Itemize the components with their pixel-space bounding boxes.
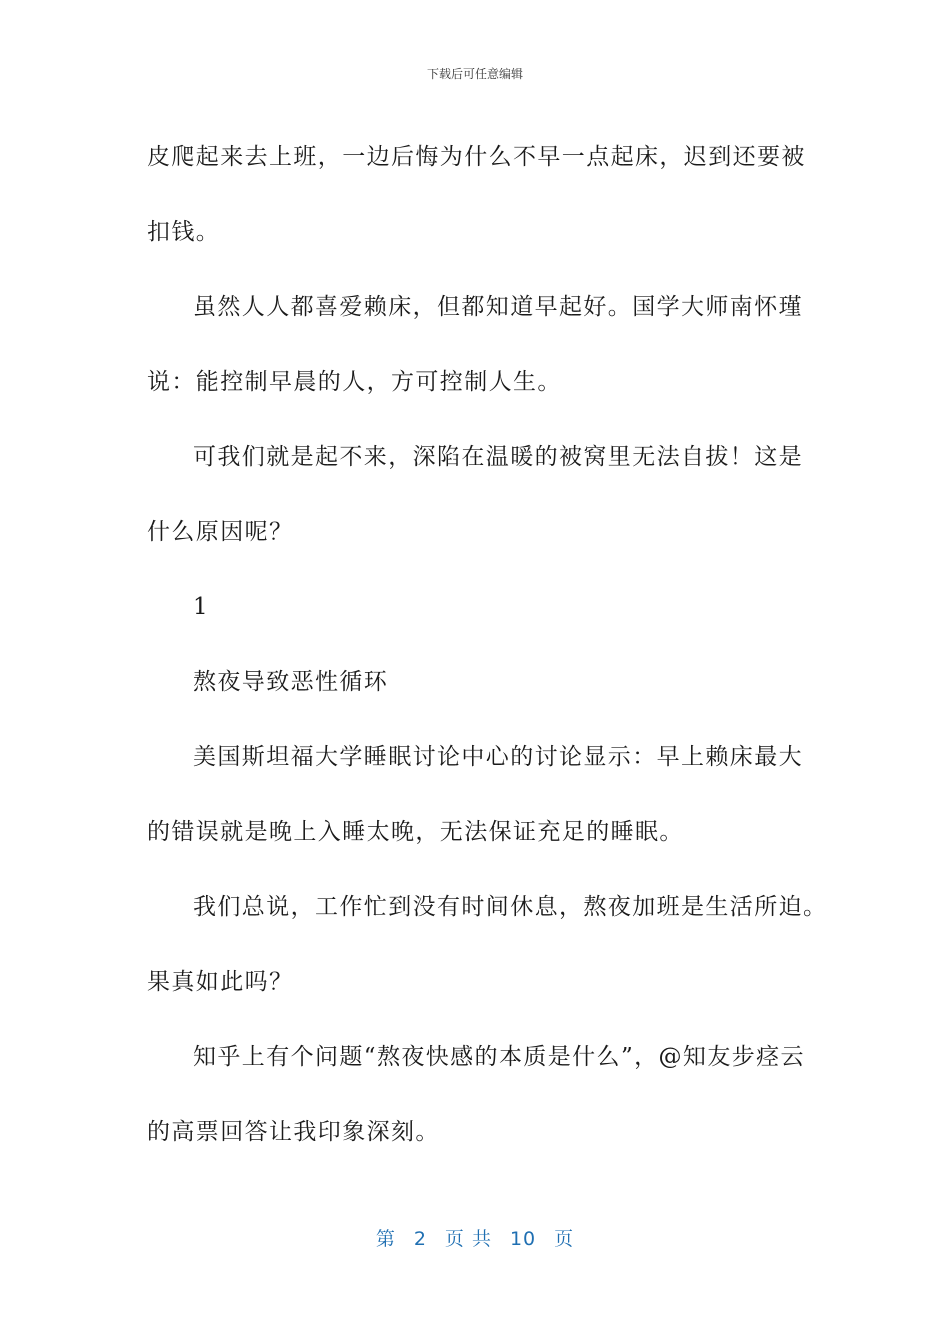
- header-text: 下载后可任意编辑: [426, 67, 523, 81]
- body-line-1: 皮爬起来去上班，一边后悔为什么不早一点起床，迟到还要被: [147, 144, 806, 170]
- body-line-3: 虽然人人都喜爱赖床，但都知道早起好。国学大师南怀瑾: [193, 294, 803, 320]
- body-line-12: 果真如此吗？: [147, 969, 294, 995]
- body-line-6: 什么原因呢？: [147, 519, 294, 545]
- body-line-10: 的错误就是晚上入睡太晚，无法保证充足的睡眠。: [147, 819, 684, 845]
- footer-suffix: 页: [554, 1228, 575, 1250]
- body-line-14: 的高票回答让我印象深刻。: [147, 1119, 440, 1145]
- section-heading: 熬夜导致恶性循环: [193, 669, 389, 695]
- section-number: 1: [193, 594, 210, 620]
- footer-current-page: 2: [413, 1228, 427, 1250]
- body-line-5: 可我们就是起不来，深陷在温暖的被窝里无法自拔！这是: [193, 444, 803, 470]
- body-line-13: 知乎上有个问题“熬夜快感的本质是什么”，@知友步痉云: [193, 1044, 805, 1070]
- body-line-4: 说：能控制早晨的人，方可控制人生。: [147, 369, 562, 395]
- page-footer: [0, 1226, 950, 1252]
- document-body: [147, 120, 828, 1170]
- body-line-9: 美国斯坦福大学睡眠讨论中心的讨论显示：早上赖床最大: [193, 744, 803, 770]
- footer-total-pages: 10: [509, 1228, 537, 1250]
- body-line-2: 扣钱。: [147, 219, 221, 245]
- body-line-11: 我们总说，工作忙到没有时间休息，熬夜加班是生活所迫。: [193, 894, 828, 920]
- footer-middle: 页 共: [444, 1228, 492, 1250]
- footer-prefix: 第: [375, 1228, 396, 1250]
- page-header: [0, 66, 950, 82]
